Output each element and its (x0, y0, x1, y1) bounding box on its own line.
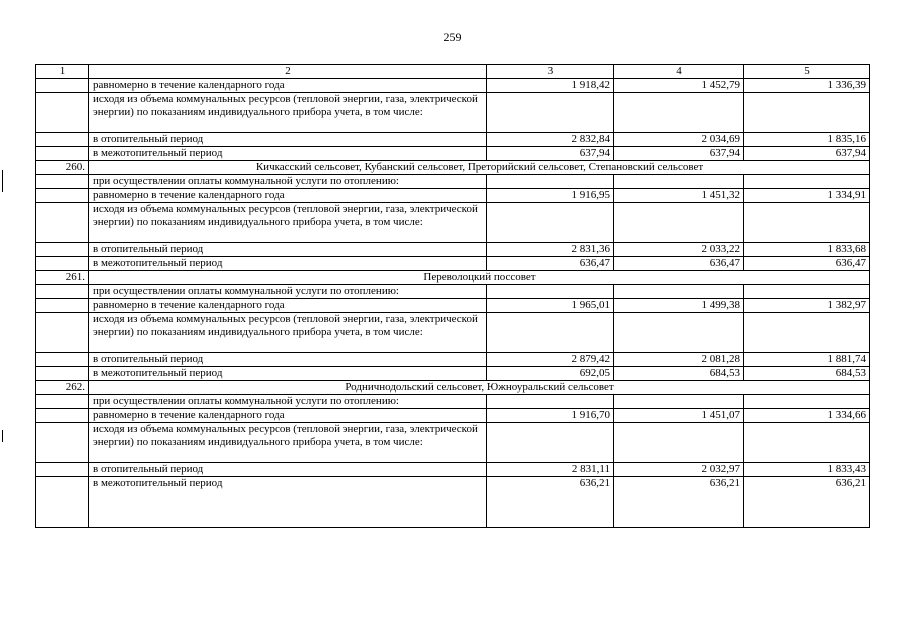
value-cell-5 (744, 423, 870, 463)
value-cell-3 (487, 175, 614, 189)
table-row (36, 175, 870, 189)
section-header-row (36, 271, 870, 285)
value-cell-5: 1 334,91 (744, 189, 870, 203)
number-cell (36, 93, 89, 133)
table-row (36, 243, 870, 257)
number-cell (36, 463, 89, 477)
number-cell (36, 423, 89, 463)
table-row (36, 93, 870, 133)
margin-mark (2, 170, 3, 192)
table-row (36, 313, 870, 353)
value-cell-5: 1 881,74 (744, 353, 870, 367)
table-row (36, 189, 870, 203)
description-cell: при осуществлении оплаты коммунальной услуги по отоплению: (89, 285, 487, 299)
number-cell (36, 299, 89, 313)
table-header-row (36, 65, 870, 79)
description-cell: равномерно в течение календарного года (89, 409, 487, 423)
number-cell (36, 313, 89, 353)
value-cell-3 (487, 93, 614, 133)
number-cell (36, 409, 89, 423)
table-row (36, 299, 870, 313)
value-cell-5 (744, 395, 870, 409)
table-row (36, 285, 870, 299)
value-cell-4: 1 451,07 (614, 409, 744, 423)
number-cell (36, 203, 89, 243)
value-cell-4: 2 033,22 (614, 243, 744, 257)
value-cell-4 (614, 423, 744, 463)
section-title: Переволоцкий поссовет (89, 271, 870, 285)
value-cell-5 (744, 203, 870, 243)
value-cell-3 (487, 285, 614, 299)
number-cell (36, 243, 89, 257)
value-cell-3: 1 918,42 (487, 79, 614, 93)
value-cell-5: 1 833,43 (744, 463, 870, 477)
section-header-row (36, 381, 870, 395)
value-cell-5: 1 336,39 (744, 79, 870, 93)
number-cell (36, 285, 89, 299)
value-cell-5 (744, 93, 870, 133)
description-cell: в отопительный период (89, 243, 487, 257)
description-cell: в межотопительный период (89, 257, 487, 271)
header-cell: 5 (744, 65, 870, 79)
value-cell-3: 1 916,95 (487, 189, 614, 203)
page-number: 259 (443, 30, 462, 44)
value-cell-4: 2 034,69 (614, 133, 744, 147)
table-row (36, 79, 870, 93)
value-cell-3: 2 832,84 (487, 133, 614, 147)
value-cell-4: 636,47 (614, 257, 744, 271)
value-cell-4 (614, 285, 744, 299)
value-cell-5: 684,53 (744, 367, 870, 381)
number-cell (36, 79, 89, 93)
value-cell-3: 692,05 (487, 367, 614, 381)
value-cell-4: 2 081,28 (614, 353, 744, 367)
value-cell-5: 1 835,16 (744, 133, 870, 147)
description-cell: в отопительный период (89, 353, 487, 367)
number-cell (36, 367, 89, 381)
value-cell-5 (744, 313, 870, 353)
value-cell-5: 1 833,68 (744, 243, 870, 257)
description-cell: равномерно в течение календарного года (89, 79, 487, 93)
value-cell-3: 2 879,42 (487, 353, 614, 367)
value-cell-3: 2 831,11 (487, 463, 614, 477)
value-cell-5 (744, 285, 870, 299)
value-cell-5 (744, 175, 870, 189)
value-cell-3: 636,47 (487, 257, 614, 271)
value-cell-5: 1 382,97 (744, 299, 870, 313)
value-cell-3: 1 916,70 (487, 409, 614, 423)
description-cell: исходя из объема коммунальных ресурсов (тепловой энергии, газа, электрической энергии) по показаниям индивидуального прибора учета, в том числе: (89, 423, 487, 463)
table-row (36, 477, 870, 528)
section-header-row (36, 161, 870, 175)
description-cell: исходя из объема коммунальных ресурсов (тепловой энергии, газа, электрической энергии) по показаниям индивидуального прибора учета, в том числе: (89, 93, 487, 133)
number-cell (36, 189, 89, 203)
header-cell: 3 (487, 65, 614, 79)
section-title: Родничнодольский сельсовет, Южноуральский сельсовет (89, 381, 870, 395)
table-row (36, 133, 870, 147)
value-cell-3 (487, 203, 614, 243)
description-cell: исходя из объема коммунальных ресурсов (тепловой энергии, газа, электрической энергии) по показаниям индивидуального прибора учета, в том числе: (89, 203, 487, 243)
table-row (36, 409, 870, 423)
tariff-table (35, 64, 870, 528)
value-cell-4 (614, 175, 744, 189)
value-cell-4: 2 032,97 (614, 463, 744, 477)
section-number: 260. (36, 161, 89, 175)
number-cell (36, 353, 89, 367)
value-cell-5: 637,94 (744, 147, 870, 161)
section-number: 261. (36, 271, 89, 285)
table-row (36, 203, 870, 243)
table-row (36, 463, 870, 477)
value-cell-4: 1 452,79 (614, 79, 744, 93)
value-cell-4: 1 451,32 (614, 189, 744, 203)
description-cell: в межотопительный период (89, 147, 487, 161)
value-cell-3: 636,21 (487, 477, 614, 528)
value-cell-3 (487, 313, 614, 353)
description-cell: равномерно в течение календарного года (89, 189, 487, 203)
section-number: 262. (36, 381, 89, 395)
description-cell: в межотопительный период (89, 477, 487, 528)
value-cell-3 (487, 423, 614, 463)
table-row (36, 257, 870, 271)
header-cell: 1 (36, 65, 89, 79)
number-cell (36, 395, 89, 409)
value-cell-4 (614, 203, 744, 243)
value-cell-5: 636,21 (744, 477, 870, 528)
table-row (36, 423, 870, 463)
value-cell-3: 637,94 (487, 147, 614, 161)
description-cell: в отопительный период (89, 133, 487, 147)
value-cell-4 (614, 313, 744, 353)
header-cell: 4 (614, 65, 744, 79)
table-row (36, 147, 870, 161)
table-row (36, 353, 870, 367)
value-cell-4: 684,53 (614, 367, 744, 381)
value-cell-3: 2 831,36 (487, 243, 614, 257)
table-row (36, 367, 870, 381)
number-cell (36, 477, 89, 528)
value-cell-5: 636,47 (744, 257, 870, 271)
number-cell (36, 147, 89, 161)
value-cell-3: 1 965,01 (487, 299, 614, 313)
table-row (36, 395, 870, 409)
value-cell-3 (487, 395, 614, 409)
number-cell (36, 175, 89, 189)
value-cell-4: 1 499,38 (614, 299, 744, 313)
value-cell-4: 636,21 (614, 477, 744, 528)
description-cell: в межотопительный период (89, 367, 487, 381)
description-cell: при осуществлении оплаты коммунальной услуги по отоплению: (89, 395, 487, 409)
number-cell (36, 257, 89, 271)
value-cell-4 (614, 93, 744, 133)
value-cell-5: 1 334,66 (744, 409, 870, 423)
value-cell-4 (614, 395, 744, 409)
margin-mark (2, 430, 3, 442)
number-cell (36, 133, 89, 147)
header-cell: 2 (89, 65, 487, 79)
description-cell: в отопительный период (89, 463, 487, 477)
description-cell: исходя из объема коммунальных ресурсов (тепловой энергии, газа, электрической энергии) по показаниям индивидуального прибора учета, в том числе: (89, 313, 487, 353)
description-cell: равномерно в течение календарного года (89, 299, 487, 313)
description-cell: при осуществлении оплаты коммунальной услуги по отоплению: (89, 175, 487, 189)
section-title: Кичкасский сельсовет, Кубанский сельсовет, Преторийский сельсовет, Степановский сельсовет (89, 161, 870, 175)
value-cell-4: 637,94 (614, 147, 744, 161)
